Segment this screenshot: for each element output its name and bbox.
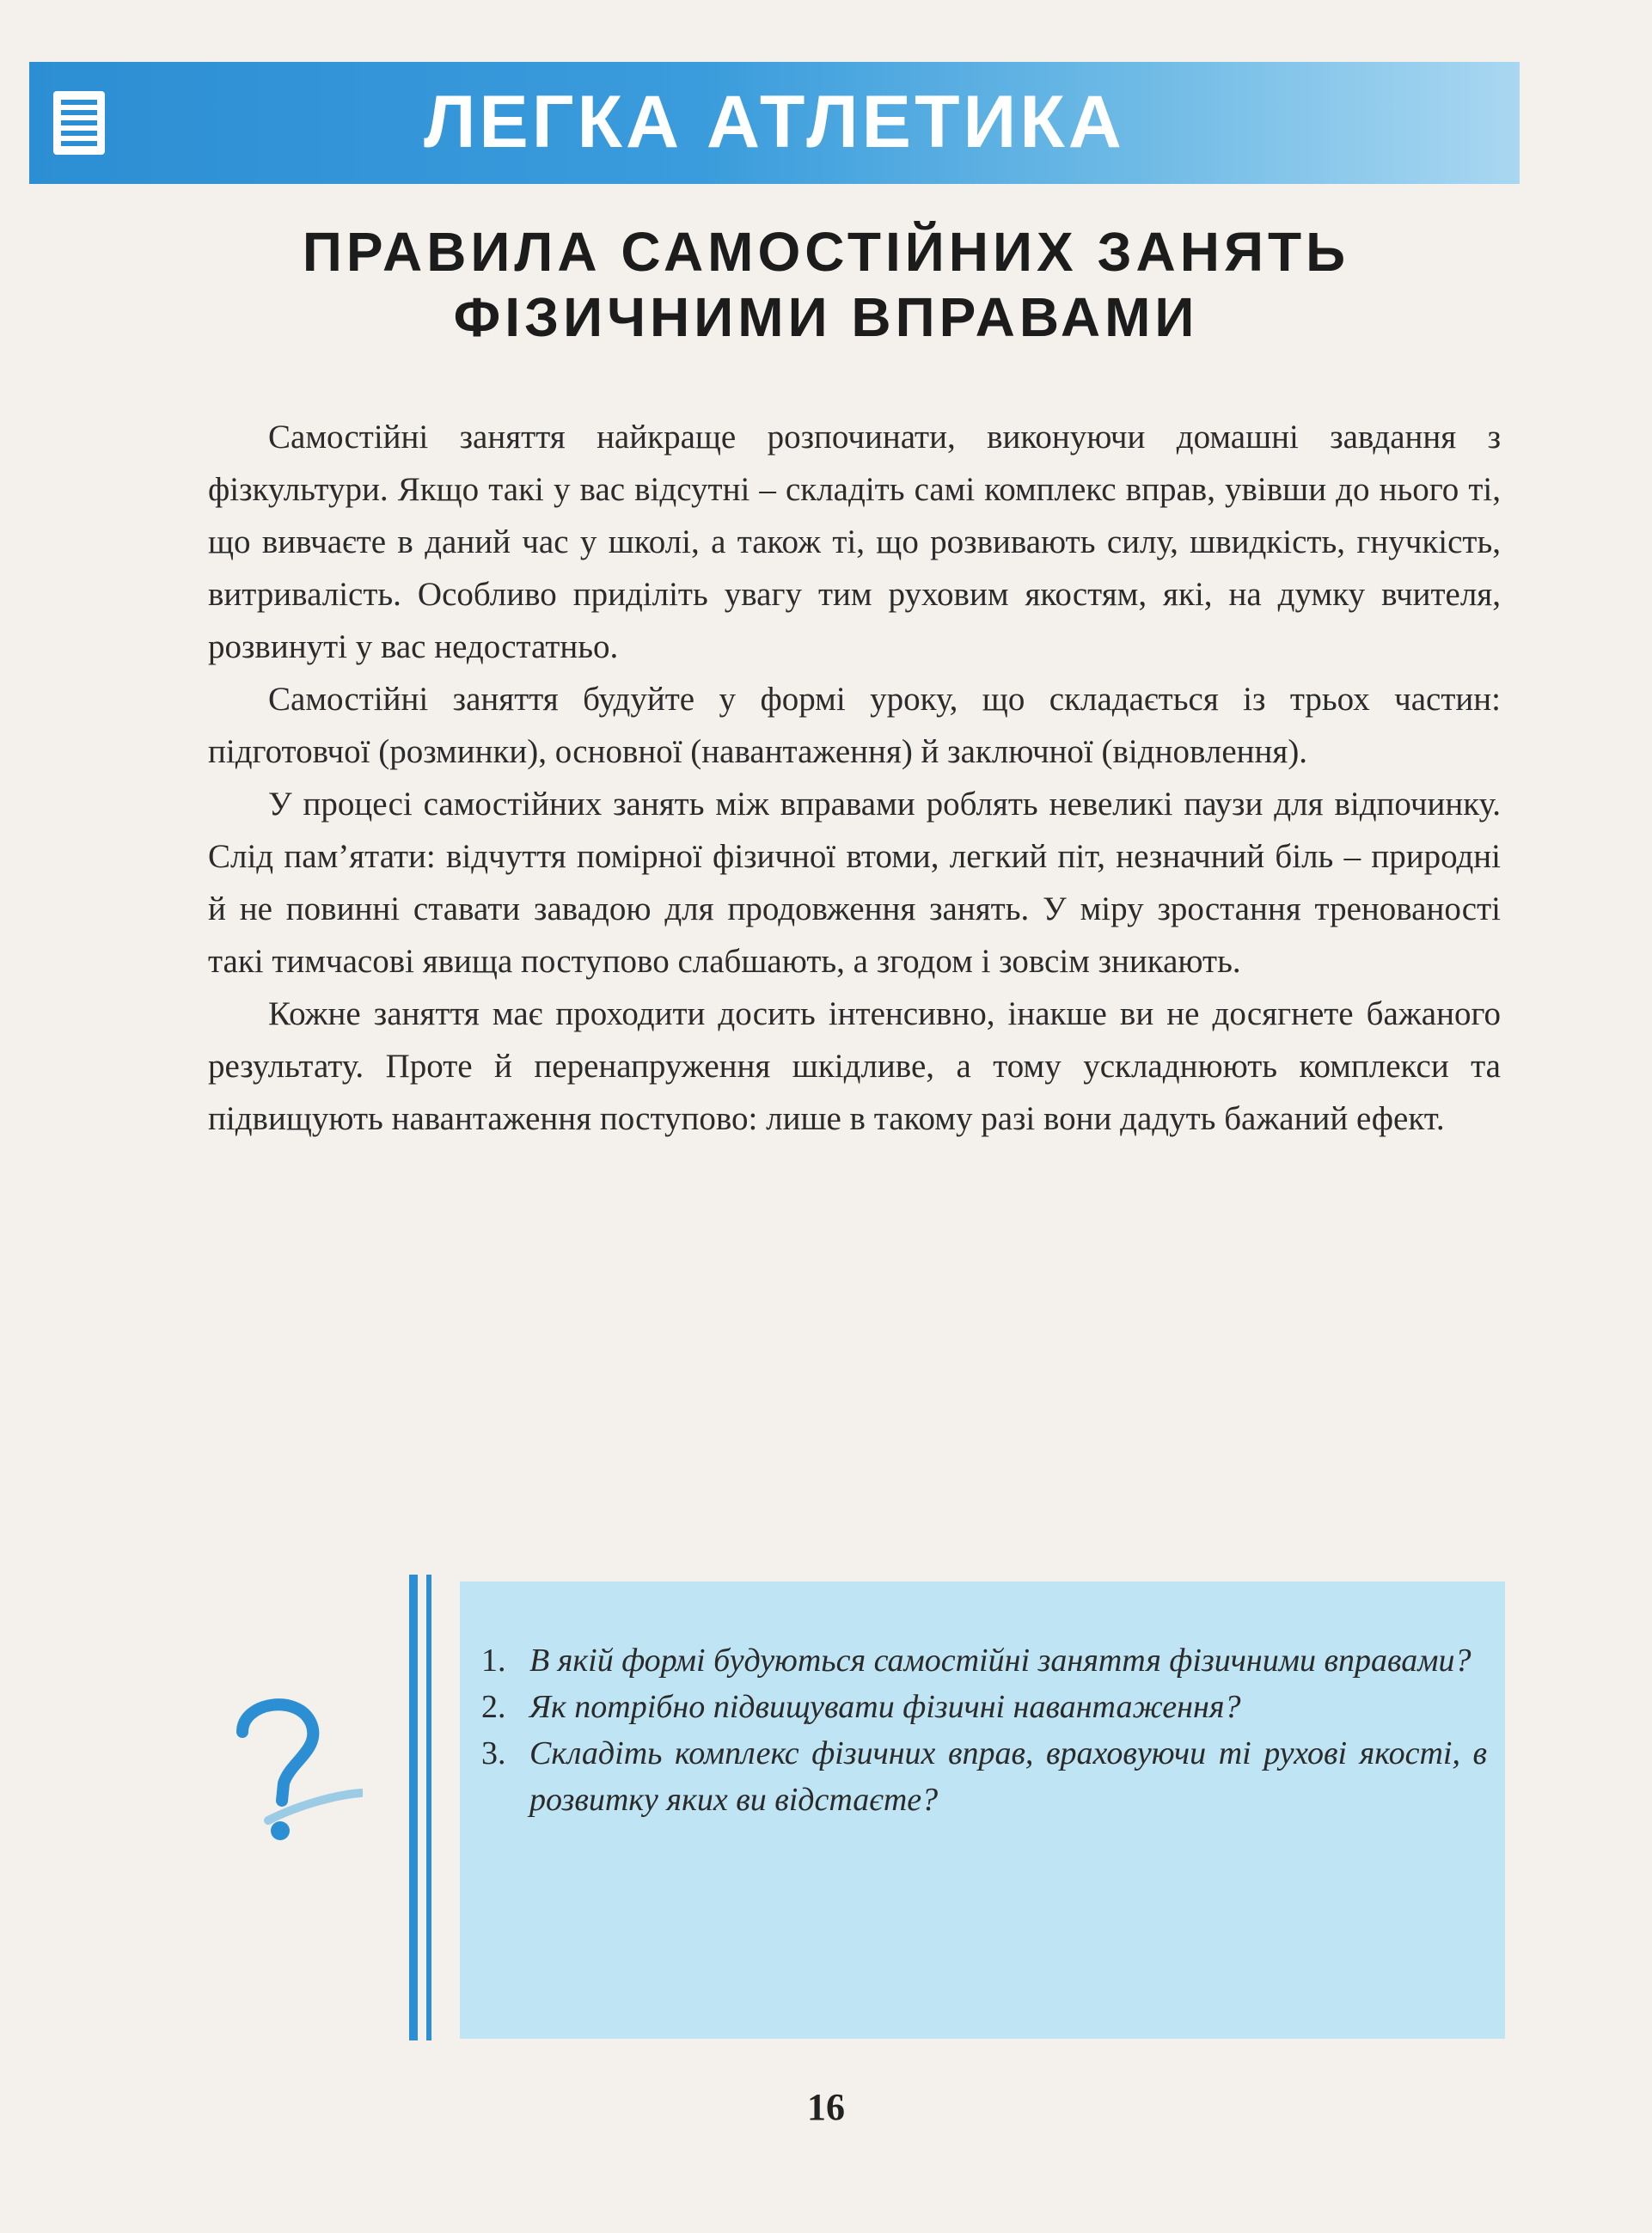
question-text: Як потрібно підвищувати фізичні навантаження?	[529, 1689, 1241, 1725]
paragraph: У процесі самостійних занять між вправами роблять невеликі паузи для відпочинку. Слід пам’ятати: відчуття помірної фізичної втоми, легкий піт, незначний біль – природні й не повинні ставати завадою для продовження занять. У міру зростання тренованості такі тимчасові явища поступово слабшають, а згодом і зовсім зникають.	[208, 786, 1501, 980]
question-box-border	[409, 1575, 418, 2040]
question-number: 2.	[481, 1689, 506, 1725]
question-number: 3.	[481, 1735, 506, 1771]
page-number: 16	[807, 2086, 845, 2128]
paragraph: Кожне заняття має проходити досить інтенсивно, інакше ви не досягнете бажаного результату. Проте й перенапруження шкідливе, а тому ускладнюють комплекси та підвищують навантаження поступово: лише в такому разі вони дадуть бажаний ефект.	[208, 995, 1501, 1137]
questions-list	[481, 1637, 1487, 1823]
paragraph: Самостійні заняття будуйте у формі уроку, що складається із трьох частин: підготовчої (розминки), основної (навантаження) й заключної (відновлення).	[208, 681, 1501, 770]
lesson-title-line-2: ФІЗИЧНИМИ ВПРАВАМИ	[453, 286, 1199, 348]
question-text: Складіть комплекс фізичних вправ, враховуючи ті рухові якості, в розвитку яких ви відстаєте?	[529, 1735, 1487, 1818]
lesson-title-line-1: ПРАВИЛА САМОСТІЙНИХ ЗАНЯТЬ	[302, 221, 1350, 283]
question-item	[481, 1684, 1487, 1730]
question-item	[481, 1637, 1487, 1684]
body-text	[208, 411, 1501, 1145]
question-number: 1.	[481, 1643, 506, 1679]
paragraph: Самостійні заняття найкраще розпочинати, виконуючи домашні завдання з фізкультури. Якщо такі у вас відсутні – складіть самі комплекс вправ, увівши до нього ті, що вивчаєте в даний час у школі, а також ті, що розвивають силу, швидкість, гнучкість, витривалість. Особливо приділіть увагу тим руховим якостям, які, на думку вчителя, розвинуті у вас недостатньо.	[208, 419, 1501, 665]
question-mark-icon	[217, 1685, 363, 1857]
lesson-title	[0, 219, 1652, 350]
question-box-border	[426, 1575, 431, 2040]
question-text: В якій формі будуються самостійні заняття фізичними вправами?	[529, 1643, 1472, 1679]
question-item	[481, 1730, 1487, 1823]
section-title: ЛЕГКА АТЛЕТИКА	[424, 81, 1125, 163]
section-header	[29, 62, 1520, 184]
